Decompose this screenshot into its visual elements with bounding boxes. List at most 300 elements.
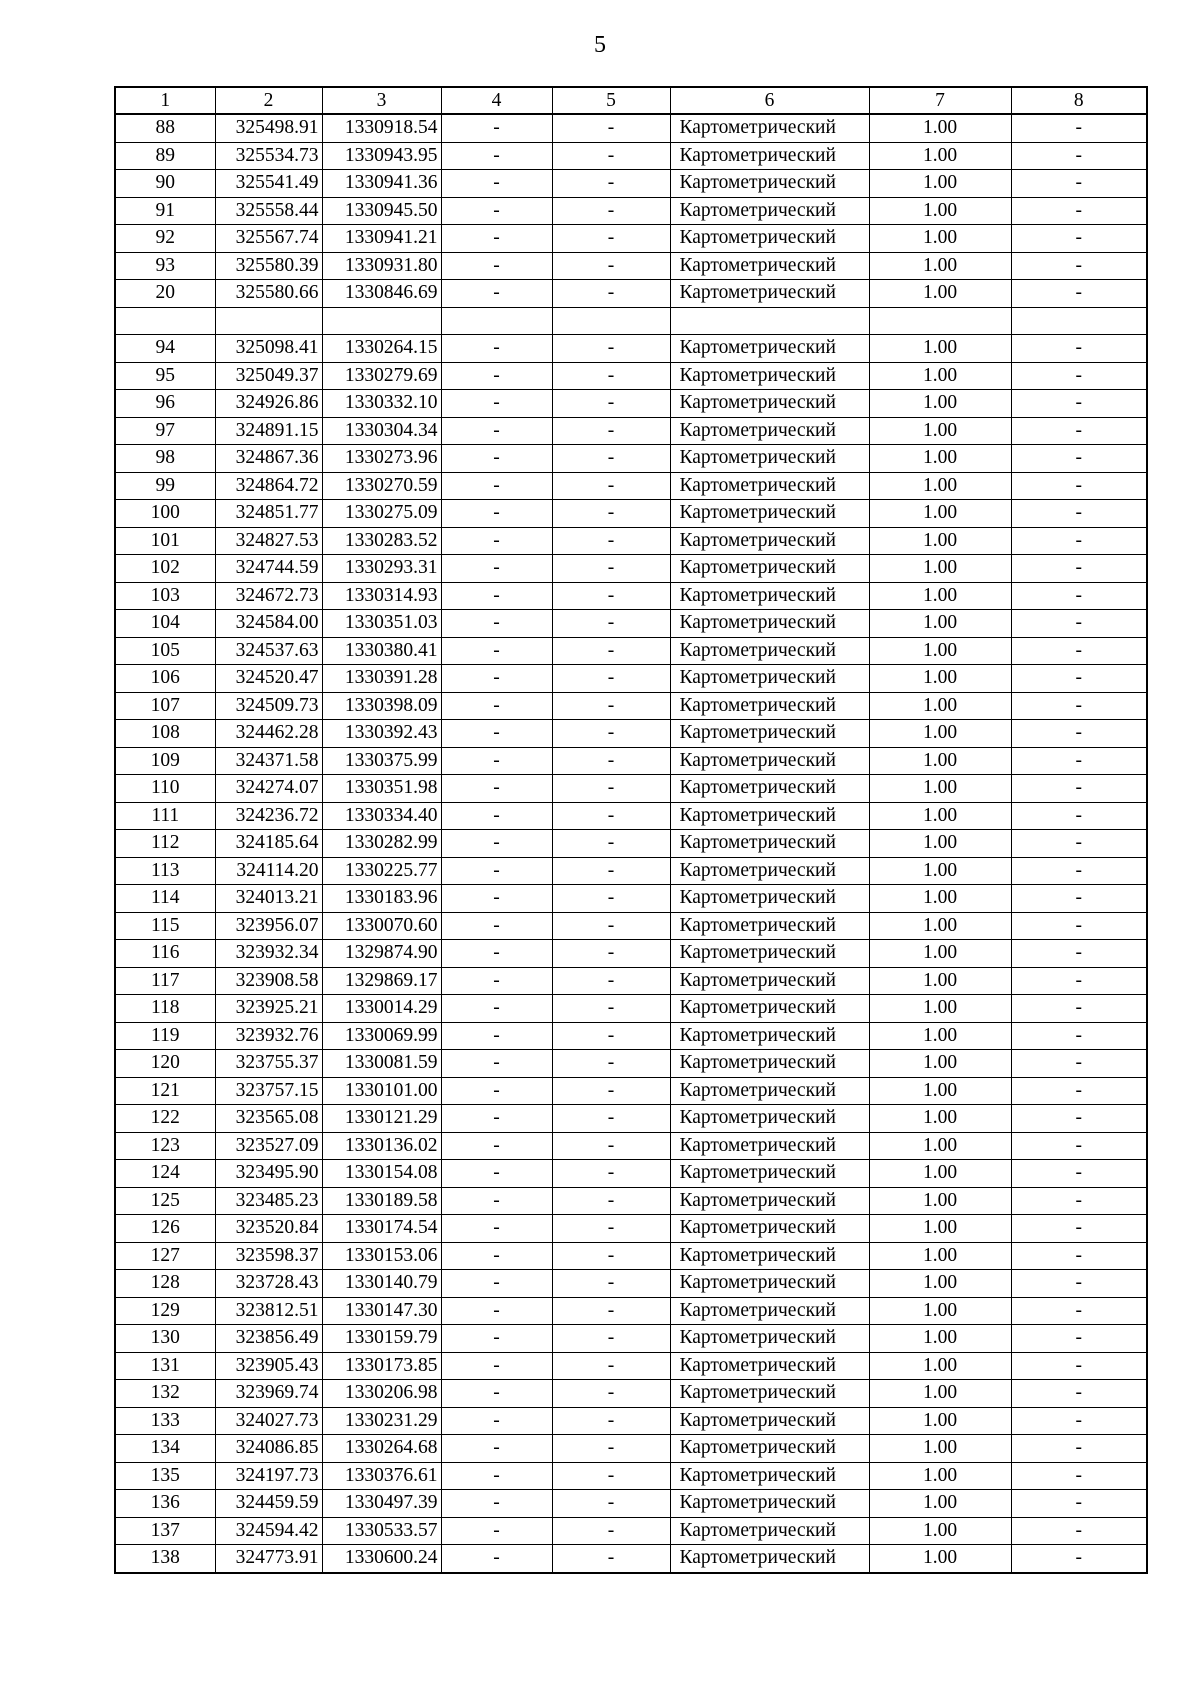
y-coordinate-cell: 1330391.28 <box>322 665 441 693</box>
accuracy-cell: 1.00 <box>869 1490 1011 1518</box>
point-number-cell: 89 <box>115 142 215 170</box>
column-4-cell: - <box>441 1297 552 1325</box>
empty-cell <box>441 307 552 335</box>
accuracy-cell: 1.00 <box>869 1325 1011 1353</box>
table-row <box>115 555 1147 583</box>
column-5-cell: - <box>552 142 670 170</box>
column-5-cell: - <box>552 252 670 280</box>
method-cell: Картометрический <box>670 1435 869 1463</box>
column-5-cell: - <box>552 665 670 693</box>
x-coordinate-cell: 325541.49 <box>215 170 322 198</box>
method-cell: Картометрический <box>670 417 869 445</box>
method-cell: Картометрический <box>670 1187 869 1215</box>
method-cell: Картометрический <box>670 885 869 913</box>
x-coordinate-cell: 324864.72 <box>215 472 322 500</box>
column-8-cell: - <box>1011 1132 1147 1160</box>
y-coordinate-cell: 1330533.57 <box>322 1517 441 1545</box>
y-coordinate-cell: 1330014.29 <box>322 995 441 1023</box>
table-row <box>115 940 1147 968</box>
y-coordinate-cell: 1330375.99 <box>322 747 441 775</box>
method-cell: Картометрический <box>670 1215 869 1243</box>
table-row <box>115 637 1147 665</box>
column-5-cell: - <box>552 1517 670 1545</box>
table-row <box>115 912 1147 940</box>
x-coordinate-cell: 323956.07 <box>215 912 322 940</box>
column-4-cell: - <box>441 610 552 638</box>
column-5-cell: - <box>552 362 670 390</box>
column-8-cell: - <box>1011 335 1147 363</box>
table-row <box>115 1407 1147 1435</box>
accuracy-cell: 1.00 <box>869 1187 1011 1215</box>
accuracy-cell: 1.00 <box>869 637 1011 665</box>
table-row <box>115 1545 1147 1573</box>
x-coordinate-cell: 324197.73 <box>215 1462 322 1490</box>
table-row <box>115 1352 1147 1380</box>
y-coordinate-cell: 1330380.41 <box>322 637 441 665</box>
point-number-cell: 126 <box>115 1215 215 1243</box>
point-number-cell: 128 <box>115 1270 215 1298</box>
y-coordinate-cell: 1330136.02 <box>322 1132 441 1160</box>
method-cell: Картометрический <box>670 555 869 583</box>
table-row <box>115 885 1147 913</box>
column-4-cell: - <box>441 637 552 665</box>
point-number-cell: 93 <box>115 252 215 280</box>
column-4-cell: - <box>441 967 552 995</box>
table-row <box>115 500 1147 528</box>
column-5-cell: - <box>552 390 670 418</box>
x-coordinate-cell: 324462.28 <box>215 720 322 748</box>
column-4-cell: - <box>441 362 552 390</box>
accuracy-cell: 1.00 <box>869 170 1011 198</box>
method-cell: Картометрический <box>670 1325 869 1353</box>
column-4-cell: - <box>441 1435 552 1463</box>
column-8-cell: - <box>1011 280 1147 308</box>
column-4-cell: - <box>441 1022 552 1050</box>
table-row <box>115 610 1147 638</box>
column-4-cell: - <box>441 417 552 445</box>
y-coordinate-cell: 1330282.99 <box>322 830 441 858</box>
column-8-cell: - <box>1011 967 1147 995</box>
column-5-cell: - <box>552 775 670 803</box>
y-coordinate-cell: 1330304.34 <box>322 417 441 445</box>
table-row <box>115 197 1147 225</box>
point-number-cell: 124 <box>115 1160 215 1188</box>
column-5-cell: - <box>552 1132 670 1160</box>
method-cell: Картометрический <box>670 1242 869 1270</box>
point-number-cell: 113 <box>115 857 215 885</box>
accuracy-cell: 1.00 <box>869 390 1011 418</box>
table-row <box>115 1380 1147 1408</box>
table-row <box>115 1325 1147 1353</box>
column-8-cell: - <box>1011 802 1147 830</box>
accuracy-cell: 1.00 <box>869 114 1011 142</box>
column-8-cell: - <box>1011 1352 1147 1380</box>
column-8-cell: - <box>1011 1215 1147 1243</box>
method-cell: Картометрический <box>670 362 869 390</box>
x-coordinate-cell: 324773.91 <box>215 1545 322 1573</box>
table-row <box>115 857 1147 885</box>
table-row <box>115 967 1147 995</box>
point-number-cell: 104 <box>115 610 215 638</box>
method-cell: Картометрический <box>670 637 869 665</box>
point-number-cell: 136 <box>115 1490 215 1518</box>
accuracy-cell: 1.00 <box>869 197 1011 225</box>
column-5-cell: - <box>552 170 670 198</box>
column-8-cell: - <box>1011 527 1147 555</box>
column-4-cell: - <box>441 197 552 225</box>
accuracy-cell: 1.00 <box>869 582 1011 610</box>
column-8-cell: - <box>1011 1462 1147 1490</box>
accuracy-cell: 1.00 <box>869 1407 1011 1435</box>
y-coordinate-cell: 1330231.29 <box>322 1407 441 1435</box>
table-row <box>115 1435 1147 1463</box>
coordinates-table <box>114 86 1148 1574</box>
column-8-cell: - <box>1011 170 1147 198</box>
accuracy-cell: 1.00 <box>869 692 1011 720</box>
accuracy-cell: 1.00 <box>869 885 1011 913</box>
table-row <box>115 252 1147 280</box>
column-header: 2 <box>215 87 322 114</box>
column-8-cell: - <box>1011 225 1147 253</box>
x-coordinate-cell: 324537.63 <box>215 637 322 665</box>
x-coordinate-cell: 323755.37 <box>215 1050 322 1078</box>
table-body <box>115 114 1147 1573</box>
column-4-cell: - <box>441 114 552 142</box>
column-4-cell: - <box>441 692 552 720</box>
point-number-cell: 114 <box>115 885 215 913</box>
point-number-cell: 135 <box>115 1462 215 1490</box>
y-coordinate-cell: 1330159.79 <box>322 1325 441 1353</box>
table-row <box>115 1242 1147 1270</box>
x-coordinate-cell: 324851.77 <box>215 500 322 528</box>
method-cell: Картометрический <box>670 1545 869 1573</box>
method-cell: Картометрический <box>670 390 869 418</box>
accuracy-cell: 1.00 <box>869 225 1011 253</box>
y-coordinate-cell: 1330070.60 <box>322 912 441 940</box>
point-number-cell: 109 <box>115 747 215 775</box>
y-coordinate-cell: 1330334.40 <box>322 802 441 830</box>
point-number-cell: 20 <box>115 280 215 308</box>
method-cell: Картометрический <box>670 1022 869 1050</box>
x-coordinate-cell: 323969.74 <box>215 1380 322 1408</box>
column-5-cell: - <box>552 610 670 638</box>
column-5-cell: - <box>552 1270 670 1298</box>
point-number-cell: 115 <box>115 912 215 940</box>
table-row <box>115 142 1147 170</box>
x-coordinate-cell: 323856.49 <box>215 1325 322 1353</box>
point-number-cell: 120 <box>115 1050 215 1078</box>
column-8-cell: - <box>1011 747 1147 775</box>
column-4-cell: - <box>441 1545 552 1573</box>
accuracy-cell: 1.00 <box>869 1270 1011 1298</box>
column-8-cell: - <box>1011 114 1147 142</box>
method-cell: Картометрический <box>670 1077 869 1105</box>
table-row <box>115 1517 1147 1545</box>
column-5-cell: - <box>552 500 670 528</box>
column-5-cell: - <box>552 335 670 363</box>
column-8-cell: - <box>1011 1435 1147 1463</box>
column-8-cell: - <box>1011 390 1147 418</box>
column-8-cell: - <box>1011 1187 1147 1215</box>
column-8-cell: - <box>1011 885 1147 913</box>
column-5-cell: - <box>552 995 670 1023</box>
method-cell: Картометрический <box>670 665 869 693</box>
accuracy-cell: 1.00 <box>869 1077 1011 1105</box>
point-number-cell: 90 <box>115 170 215 198</box>
y-coordinate-cell: 1330941.21 <box>322 225 441 253</box>
point-number-cell: 138 <box>115 1545 215 1573</box>
method-cell: Картометрический <box>670 720 869 748</box>
method-cell: Картометрический <box>670 225 869 253</box>
method-cell: Картометрический <box>670 252 869 280</box>
column-4-cell: - <box>441 1380 552 1408</box>
method-cell: Картометрический <box>670 335 869 363</box>
y-coordinate-cell: 1330264.68 <box>322 1435 441 1463</box>
column-5-cell: - <box>552 802 670 830</box>
table-row <box>115 1462 1147 1490</box>
column-8-cell: - <box>1011 1050 1147 1078</box>
accuracy-cell: 1.00 <box>869 1022 1011 1050</box>
y-coordinate-cell: 1330206.98 <box>322 1380 441 1408</box>
x-coordinate-cell: 324584.00 <box>215 610 322 638</box>
column-5-cell: - <box>552 114 670 142</box>
method-cell: Картометрический <box>670 912 869 940</box>
method-cell: Картометрический <box>670 1352 869 1380</box>
table-row <box>115 335 1147 363</box>
column-4-cell: - <box>441 1105 552 1133</box>
method-cell: Картометрический <box>670 1380 869 1408</box>
method-cell: Картометрический <box>670 775 869 803</box>
point-number-cell: 118 <box>115 995 215 1023</box>
accuracy-cell: 1.00 <box>869 445 1011 473</box>
x-coordinate-cell: 323905.43 <box>215 1352 322 1380</box>
table-row <box>115 802 1147 830</box>
table-row <box>115 747 1147 775</box>
empty-cell <box>215 307 322 335</box>
y-coordinate-cell: 1330275.09 <box>322 500 441 528</box>
y-coordinate-cell: 1330279.69 <box>322 362 441 390</box>
column-4-cell: - <box>441 747 552 775</box>
column-4-cell: - <box>441 665 552 693</box>
table-row <box>115 472 1147 500</box>
accuracy-cell: 1.00 <box>869 252 1011 280</box>
column-8-cell: - <box>1011 1490 1147 1518</box>
column-8-cell: - <box>1011 472 1147 500</box>
y-coordinate-cell: 1330273.96 <box>322 445 441 473</box>
method-cell: Картометрический <box>670 142 869 170</box>
x-coordinate-cell: 323520.84 <box>215 1215 322 1243</box>
y-coordinate-cell: 1330140.79 <box>322 1270 441 1298</box>
point-number-cell: 100 <box>115 500 215 528</box>
table-row <box>115 417 1147 445</box>
column-4-cell: - <box>441 720 552 748</box>
point-number-cell: 123 <box>115 1132 215 1160</box>
column-4-cell: - <box>441 252 552 280</box>
column-8-cell: - <box>1011 1242 1147 1270</box>
accuracy-cell: 1.00 <box>869 720 1011 748</box>
column-5-cell: - <box>552 940 670 968</box>
table-row <box>115 1297 1147 1325</box>
column-4-cell: - <box>441 1132 552 1160</box>
column-4-cell: - <box>441 1160 552 1188</box>
method-cell: Картометрический <box>670 940 869 968</box>
column-4-cell: - <box>441 1215 552 1243</box>
accuracy-cell: 1.00 <box>869 1242 1011 1270</box>
column-8-cell: - <box>1011 637 1147 665</box>
table-row <box>115 362 1147 390</box>
column-8-cell: - <box>1011 1545 1147 1573</box>
accuracy-cell: 1.00 <box>869 1545 1011 1573</box>
column-5-cell: - <box>552 1490 670 1518</box>
column-4-cell: - <box>441 555 552 583</box>
table-row <box>115 775 1147 803</box>
column-4-cell: - <box>441 1050 552 1078</box>
y-coordinate-cell: 1330283.52 <box>322 527 441 555</box>
x-coordinate-cell: 324027.73 <box>215 1407 322 1435</box>
accuracy-cell: 1.00 <box>869 747 1011 775</box>
y-coordinate-cell: 1330351.03 <box>322 610 441 638</box>
accuracy-cell: 1.00 <box>869 555 1011 583</box>
column-5-cell: - <box>552 637 670 665</box>
accuracy-cell: 1.00 <box>869 1132 1011 1160</box>
method-cell: Картометрический <box>670 1160 869 1188</box>
point-number-cell: 99 <box>115 472 215 500</box>
point-number-cell: 103 <box>115 582 215 610</box>
y-coordinate-cell: 1330943.95 <box>322 142 441 170</box>
column-8-cell: - <box>1011 1022 1147 1050</box>
accuracy-cell: 1.00 <box>869 802 1011 830</box>
x-coordinate-cell: 324459.59 <box>215 1490 322 1518</box>
column-5-cell: - <box>552 720 670 748</box>
y-coordinate-cell: 1330173.85 <box>322 1352 441 1380</box>
y-coordinate-cell: 1330069.99 <box>322 1022 441 1050</box>
column-5-cell: - <box>552 830 670 858</box>
y-coordinate-cell: 1330264.15 <box>322 335 441 363</box>
y-coordinate-cell: 1330351.98 <box>322 775 441 803</box>
accuracy-cell: 1.00 <box>869 857 1011 885</box>
accuracy-cell: 1.00 <box>869 1297 1011 1325</box>
table-row <box>115 1077 1147 1105</box>
method-cell: Картометрический <box>670 830 869 858</box>
column-8-cell: - <box>1011 1297 1147 1325</box>
column-8-cell: - <box>1011 362 1147 390</box>
accuracy-cell: 1.00 <box>869 1435 1011 1463</box>
accuracy-cell: 1.00 <box>869 912 1011 940</box>
column-8-cell: - <box>1011 142 1147 170</box>
x-coordinate-cell: 324114.20 <box>215 857 322 885</box>
y-coordinate-cell: 1330918.54 <box>322 114 441 142</box>
x-coordinate-cell: 324371.58 <box>215 747 322 775</box>
column-5-cell: - <box>552 582 670 610</box>
point-number-cell: 105 <box>115 637 215 665</box>
table-row <box>115 665 1147 693</box>
point-number-cell: 137 <box>115 1517 215 1545</box>
column-4-cell: - <box>441 225 552 253</box>
x-coordinate-cell: 323485.23 <box>215 1187 322 1215</box>
column-4-cell: - <box>441 802 552 830</box>
column-4-cell: - <box>441 912 552 940</box>
y-coordinate-cell: 1330332.10 <box>322 390 441 418</box>
x-coordinate-cell: 324891.15 <box>215 417 322 445</box>
column-4-cell: - <box>441 582 552 610</box>
point-number-cell: 107 <box>115 692 215 720</box>
y-coordinate-cell: 1330189.58 <box>322 1187 441 1215</box>
accuracy-cell: 1.00 <box>869 665 1011 693</box>
column-4-cell: - <box>441 1187 552 1215</box>
y-coordinate-cell: 1330314.93 <box>322 582 441 610</box>
column-4-cell: - <box>441 1325 552 1353</box>
accuracy-cell: 1.00 <box>869 830 1011 858</box>
empty-cell <box>670 307 869 335</box>
method-cell: Картометрический <box>670 1050 869 1078</box>
y-coordinate-cell: 1329869.17 <box>322 967 441 995</box>
x-coordinate-cell: 324744.59 <box>215 555 322 583</box>
method-cell: Картометрический <box>670 967 869 995</box>
empty-cell <box>869 307 1011 335</box>
column-5-cell: - <box>552 1105 670 1133</box>
column-8-cell: - <box>1011 665 1147 693</box>
column-8-cell: - <box>1011 1325 1147 1353</box>
column-5-cell: - <box>552 1160 670 1188</box>
column-header: 1 <box>115 87 215 114</box>
column-5-cell: - <box>552 967 670 995</box>
x-coordinate-cell: 325558.44 <box>215 197 322 225</box>
column-8-cell: - <box>1011 500 1147 528</box>
column-header: 5 <box>552 87 670 114</box>
x-coordinate-cell: 325580.66 <box>215 280 322 308</box>
point-number-cell: 92 <box>115 225 215 253</box>
point-number-cell: 132 <box>115 1380 215 1408</box>
column-4-cell: - <box>441 1407 552 1435</box>
y-coordinate-cell: 1330270.59 <box>322 472 441 500</box>
method-cell: Картометрический <box>670 582 869 610</box>
point-number-cell: 117 <box>115 967 215 995</box>
point-number-cell: 131 <box>115 1352 215 1380</box>
column-5-cell: - <box>552 1022 670 1050</box>
column-4-cell: - <box>441 390 552 418</box>
point-number-cell: 102 <box>115 555 215 583</box>
column-header: 4 <box>441 87 552 114</box>
table-row <box>115 527 1147 555</box>
point-number-cell: 91 <box>115 197 215 225</box>
table-row <box>115 582 1147 610</box>
method-cell: Картометрический <box>670 1297 869 1325</box>
column-4-cell: - <box>441 1242 552 1270</box>
table-row <box>115 1050 1147 1078</box>
column-4-cell: - <box>441 995 552 1023</box>
accuracy-cell: 1.00 <box>869 335 1011 363</box>
column-5-cell: - <box>552 747 670 775</box>
accuracy-cell: 1.00 <box>869 1380 1011 1408</box>
column-5-cell: - <box>552 1187 670 1215</box>
column-8-cell: - <box>1011 857 1147 885</box>
x-coordinate-cell: 325567.74 <box>215 225 322 253</box>
y-coordinate-cell: 1330121.29 <box>322 1105 441 1133</box>
column-4-cell: - <box>441 1490 552 1518</box>
y-coordinate-cell: 1330153.06 <box>322 1242 441 1270</box>
column-8-cell: - <box>1011 197 1147 225</box>
column-4-cell: - <box>441 500 552 528</box>
column-4-cell: - <box>441 280 552 308</box>
x-coordinate-cell: 324185.64 <box>215 830 322 858</box>
point-number-cell: 101 <box>115 527 215 555</box>
empty-cell <box>115 307 215 335</box>
accuracy-cell: 1.00 <box>869 1105 1011 1133</box>
column-8-cell: - <box>1011 1105 1147 1133</box>
point-number-cell: 112 <box>115 830 215 858</box>
x-coordinate-cell: 324086.85 <box>215 1435 322 1463</box>
y-coordinate-cell: 1330392.43 <box>322 720 441 748</box>
